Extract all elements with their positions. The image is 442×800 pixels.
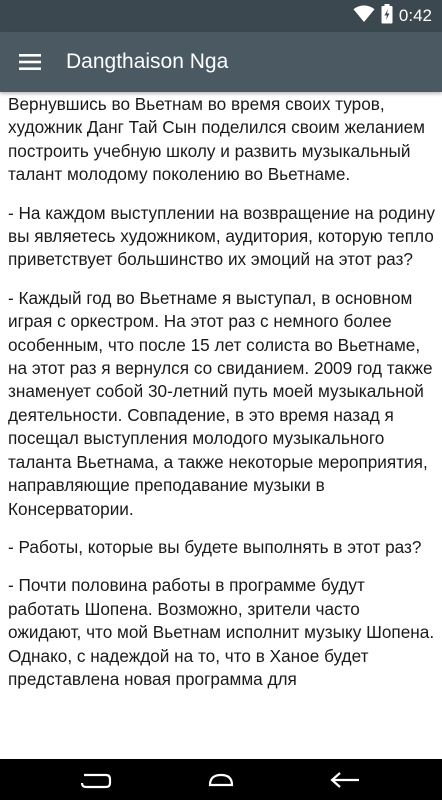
back-icon[interactable] (66, 759, 126, 800)
article-paragraph: - Каждый год во Вьетнаме я выступал, в основном играя с оркестром. На этот раз с немного более особенным, что после 15 лет солиста во Вьетнаме, на этот раз я вернулся со свиданием. 2009 год также знаменует собой 30-летний путь моей музыкальной деятельности. Совпадение, в это время назад я посещал выступления молодого музыкального таланта Вьетнама, а также некоторые мероприятия, направляющие преподавание музыки в Консерватории. (8, 287, 433, 519)
article-paragraph: - Работы, которые вы будете выполнять в этот раз? (8, 536, 422, 557)
recent-apps-icon[interactable] (316, 759, 376, 800)
wifi-icon (353, 5, 375, 28)
status-bar (0, 0, 442, 32)
home-icon[interactable] (191, 759, 251, 800)
app-title: Dangthaison Nga (66, 50, 229, 73)
battery-icon (381, 4, 393, 29)
article-paragraph: - Почти половина работы в программе будут работать Шопена. Возможно, зрители часто ожидают, что мой Вьетнам исполнит музыку Шопена. Однако, с надеждой на то, что в Ханое будет представлена новая программа для (8, 575, 435, 689)
article-paragraph: Вернувшись во Вьетнам во время своих туров, художник Данг Тай Сын поделился своим желанием построить учебную школу и развить музыкальный талант молодому поколению во Вьетнаме. (8, 94, 425, 185)
status-icons (353, 0, 432, 32)
navigation-bar (0, 759, 442, 800)
article-content[interactable] (8, 93, 436, 759)
app-bar (0, 32, 442, 92)
article-paragraph: - На каждом выступлении на возвращение на родину вы являетесь художником, аудитория, которую тепло приветствует большинство их эмоций на этот раз? (8, 202, 435, 270)
hamburger-menu-icon[interactable] (12, 44, 48, 80)
status-time: 0:42 (398, 6, 432, 25)
